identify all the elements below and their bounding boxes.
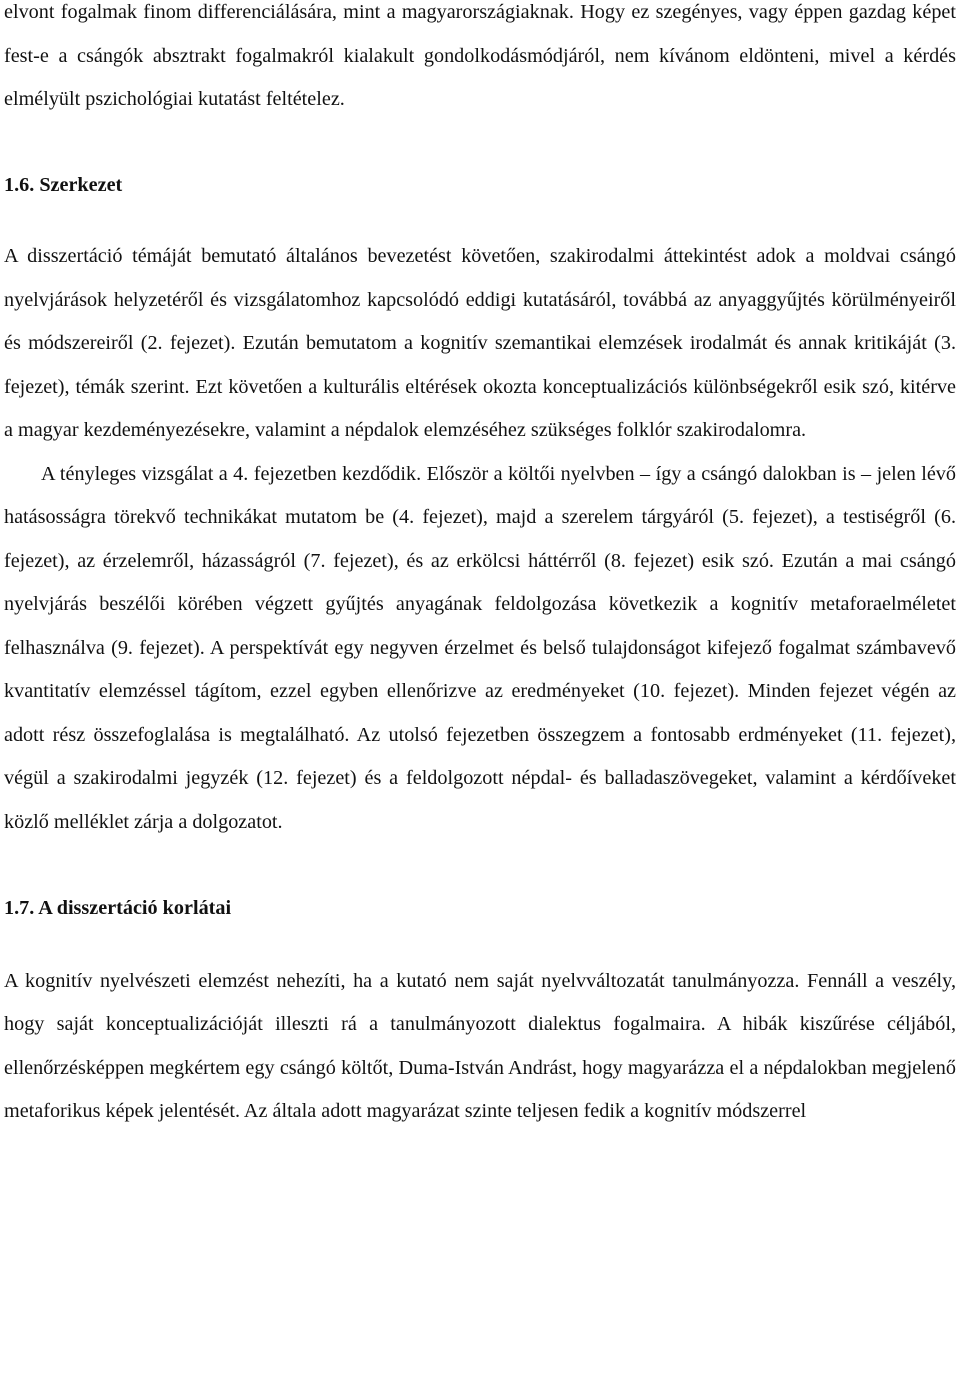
section-heading-limitations: 1.7. A disszertáció korlátai xyxy=(4,897,232,919)
limitations-paragraph: A kognitív nyelvészeti elemzést nehezíti, ha a kutató nem saját nyelvváltozatát tanulmányozza. Fennáll a veszély, hogy saját konceptualizációját illeszti rá a tanulmányozott dialektus fogalmaira. A hibák kiszűrése céljából, ellenőrzésképpen megkértem egy csángó költőt, Duma-István Andrást, hogy magyarázza el a népdalokban megjelenő metaforikus képek jelentését. Az általa adott magyarázat szinte teljesen fedik a kognitív módszerrel xyxy=(4,969,956,1122)
section-heading-structure: 1.6. Szerkezet xyxy=(4,173,123,196)
intro-paragraph: elvont fogalmak finom differenciálására, mint a magyarországiaknak. Hogy ez szegényes, vagy éppen gazdag képet fest-e a csángók absztrakt fogalmakról kialakult gondolkodásmódjáról, nem kívánom eldönteni, mivel a kérdés elmélyült pszichológiai kutatást feltételez. xyxy=(4,1,956,110)
structure-paragraph-2: A tényleges vizsgálat a 4. fejezetben kezdődik. Először a költői nyelvben – így a csángó dalokban is – jelen lévő hatásosságra törekvő technikákat mutatom be (4. fejezet), majd a szerelem tárgyáról (5. fejezet), a testiségről (6. fejezet), az érzelemről, házasságról (7. fejezet), és az erkölcsi háttérről (8. fejezet) esik szó. Ezután a mai csángó nyelvjárás beszélői körében végzett gyűjtés anyagának feldolgozása következik a kognitív metaforaelméletet felhasználva (9. fejezet). A perspektívát egy negyven érzelmet és belső tulajdonságot kifejező fogalmat számbavevő kvantitatív elemzéssel tágítom, ezzel egyben ellenőrizve az eredményeket (10. fejezet). Minden fejezet végén az adott rész összefoglalása is megtalálható. Az utolsó fejezetben összegzem a fontosabb erdményeket (11. fejezet), végül a szakirodalmi jegyzék (12. fejezet) és a feldolgozott népdal- és balladaszövegeket, valamint a kérdőíveket közlő melléklet zárja a dolgozatot. xyxy=(4,462,956,833)
structure-paragraph-1: A disszertáció témáját bemutató általános bevezetést követően, szakirodalmi áttekintést adok a moldvai csángó nyelvjárások helyzetéről és vizsgálatomhoz kapcsolódó eddigi kutatásáról, továbbá az anyaggyűjtés körülményeiről és módszereiről (2. fejezet). Ezután bemutatom a kognitív szemantikai elemzések irodalmát és annak kritikáját (3. fejezet), témák szerint. Ezt követően a kulturális eltérések okozta konceptualizációs különbségekről esik szó, kitérve a magyar kezdeményezésekre, valamint a népdalok elemzéséhez szükséges folklór szakirodalomra. xyxy=(4,245,956,441)
